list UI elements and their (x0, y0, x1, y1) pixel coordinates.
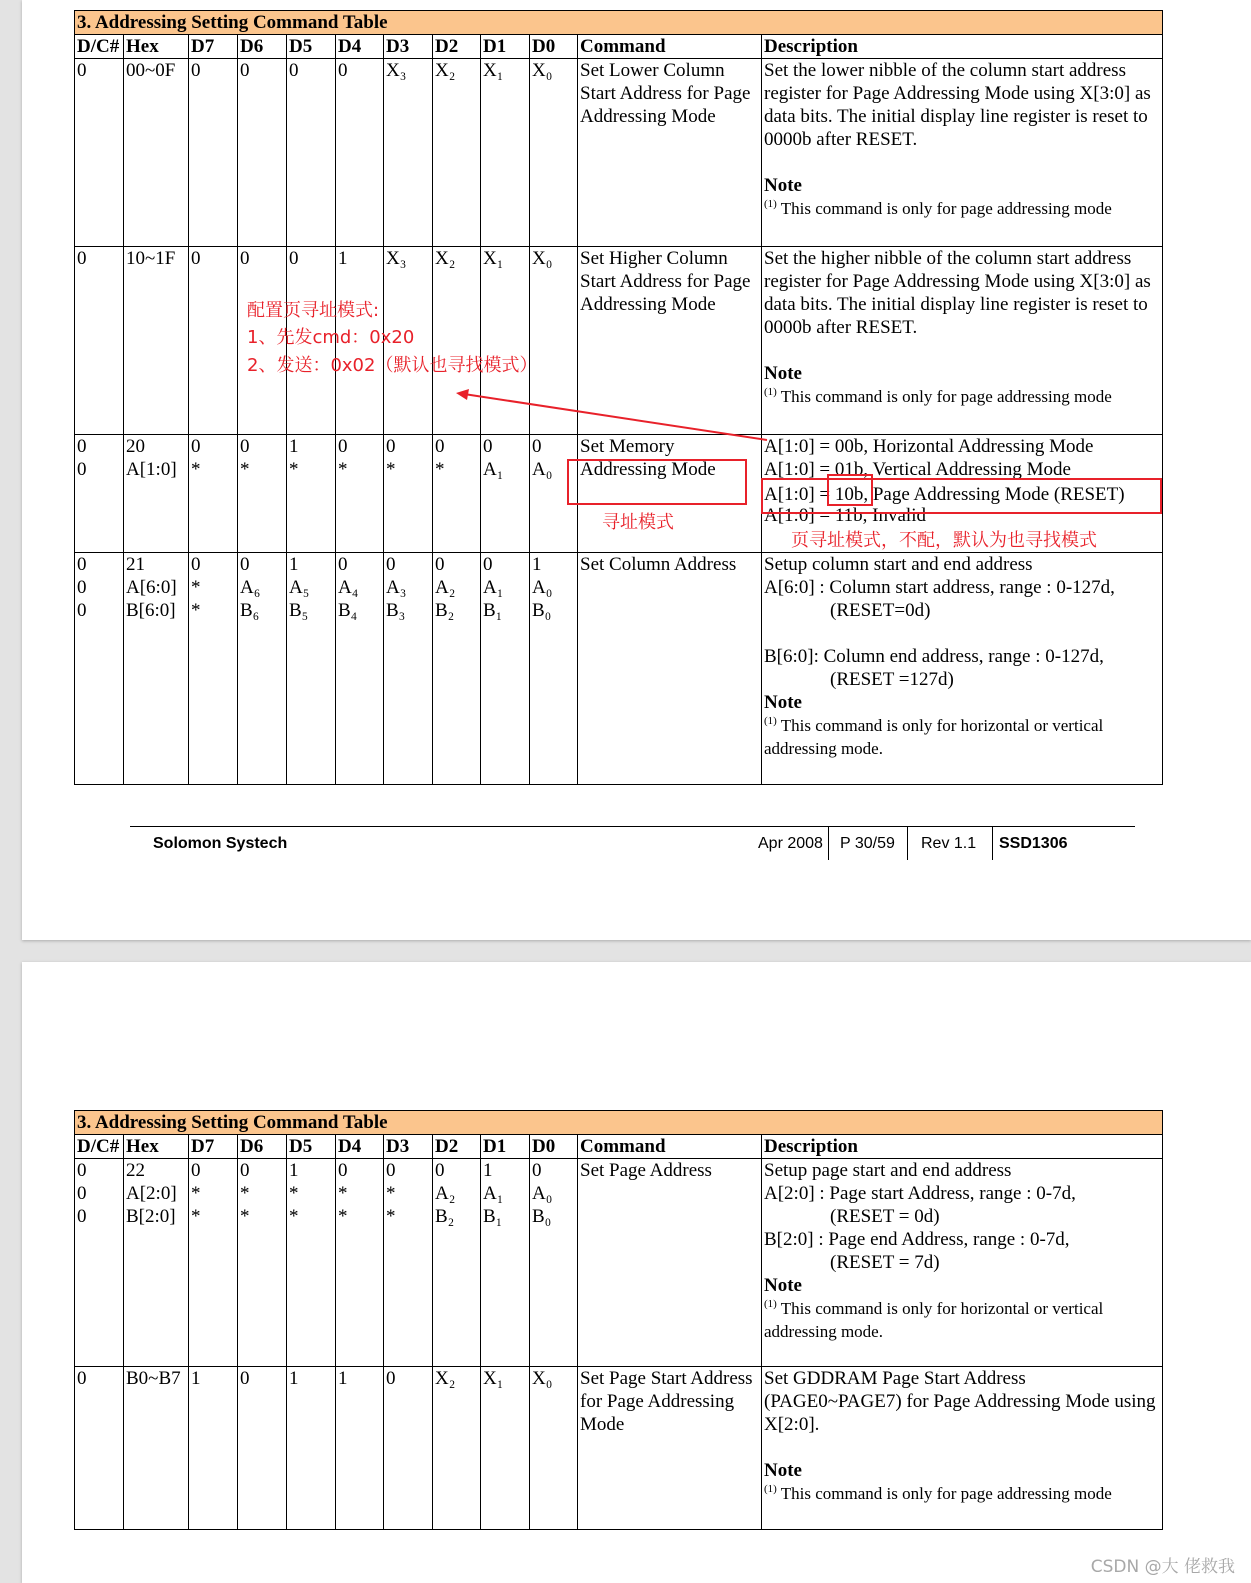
command-cell: Set Lower Column Start Address for Page Addressing Mode (578, 59, 762, 247)
description-line: Setup page start and end address (764, 1160, 1012, 1181)
table-row (75, 1367, 1163, 1530)
description-line: A[6:0] : Column start address, range : 0-127d, (764, 577, 1115, 598)
bit-cell: 1 (336, 247, 384, 435)
note-label: Note (764, 692, 802, 713)
footer-model: SSD1306 (999, 835, 1068, 852)
bit-cell: 0 * (238, 435, 287, 553)
bit-cell: 0 (189, 59, 238, 247)
csdn-watermark: CSDN @大 佬救我 (1090, 1557, 1235, 1577)
bit-cell: 1 (189, 1367, 238, 1530)
bit-cell: X₂ (433, 247, 481, 435)
description-line: A[1:0] = 10b, Page Addressing Mode (RESET) (764, 484, 1125, 505)
description-cell (762, 59, 1163, 247)
hex-cell: 00~0F (124, 59, 189, 247)
dc-value: 0 (77, 436, 87, 457)
description-cell (762, 247, 1163, 435)
bit-cell: 0 A₂ B₂ (433, 1159, 481, 1367)
page-footer (130, 826, 1135, 861)
col-header: D6 (238, 1135, 287, 1159)
annotation-arrow-icon (452, 385, 772, 445)
hex-value: A[1:0] (126, 459, 177, 480)
bit-cell: 0 A₀ (530, 435, 578, 553)
description-line: (RESET =127d) (830, 669, 954, 690)
bit-cell: 0 * * (189, 553, 238, 785)
note-text (764, 1297, 1162, 1343)
description-cell (762, 1159, 1163, 1367)
pdf-page-2 (22, 962, 1251, 1583)
description-text: Set the higher nibble of the column start address register for Page Addressing Mode using X[3:0] as data bits. The initial display line register is reset to 0000b after RESET. (764, 248, 1151, 338)
col-header: Description (762, 35, 1163, 59)
bit-cell: 0 (384, 1367, 433, 1530)
hex-cell: 22 A[2:0] B[2:0] (124, 1159, 189, 1367)
description-line: B[2:0] : Page end Address, range : 0-7d, (764, 1229, 1070, 1250)
col-header: D/C# (75, 35, 124, 59)
bit-cell: 0 * * (336, 1159, 384, 1367)
note-label: Note (764, 363, 802, 384)
col-header: Hex (124, 1135, 189, 1159)
col-header: D2 (433, 1135, 481, 1159)
col-header: D1 (481, 35, 530, 59)
note-text (764, 197, 1162, 220)
command-cell: Set Column Address (578, 553, 762, 785)
bit-cell: 0 * (384, 435, 433, 553)
col-header: D5 (287, 1135, 336, 1159)
col-header: D7 (189, 35, 238, 59)
hex-value: 20 (126, 436, 145, 457)
bit-cell: X₀ (530, 59, 578, 247)
footer-page: P 30/59 (840, 835, 895, 852)
description-line: (RESET = 0d) (830, 1206, 940, 1227)
description-line: (RESET=0d) (830, 600, 931, 621)
dc-value: 0 (77, 459, 87, 480)
header-row (75, 1135, 1163, 1159)
bit-cell: 1 (336, 1367, 384, 1530)
description-text: Set the lower nibble of the column start address register for Page Addressing Mode using X[3:0] as data bits. The initial display line register is reset to 0000b after RESET. (764, 60, 1151, 150)
description-cell (762, 553, 1163, 785)
bit-cell: X₁ (481, 247, 530, 435)
note-label: Note (764, 175, 802, 196)
command-cell: Set Memory Addressing Mode (578, 435, 762, 553)
description-line: A[1:0] = 00b, Horizontal Addressing Mode (764, 436, 1094, 457)
bit-cell: X₁ (481, 1367, 530, 1530)
col-header: D0 (530, 1135, 578, 1159)
highlight-box-value (827, 474, 873, 506)
command-cell: Set Page Address (578, 1159, 762, 1367)
bit-cell: 0 A₁ B₁ (481, 553, 530, 785)
footnote-marker: (1) (764, 715, 777, 727)
hex-cell: B0~B7 (124, 1367, 189, 1530)
footer-company: Solomon Systech (153, 835, 288, 852)
col-header: Hex (124, 35, 189, 59)
annotation-page-mode-note: 页寻址模式，不配，默认为也寻找模式 (789, 526, 1099, 552)
bit-cell: 1 A₅ B₅ (287, 553, 336, 785)
bit-cell: 0 (238, 59, 287, 247)
bit-cell: 0 (238, 1367, 287, 1530)
table-title: 3. Addressing Setting Command Table (75, 11, 1163, 35)
bit-cell: 0 A₂ B₂ (433, 553, 481, 785)
col-header: D3 (384, 1135, 433, 1159)
bit-cell: 0 A₄ B₄ (336, 553, 384, 785)
bit-cell: 0 * * (238, 1159, 287, 1367)
footnote-marker: (1) (764, 386, 777, 398)
col-header: D/C# (75, 1135, 124, 1159)
bit-cell: X₂ (433, 59, 481, 247)
description-line: (RESET = 7d) (830, 1252, 940, 1273)
footnote-marker: (1) (764, 198, 777, 210)
col-header: D3 (384, 35, 433, 59)
col-header: D5 (287, 35, 336, 59)
bit-cell: 1 (287, 1367, 336, 1530)
col-header: D1 (481, 1135, 530, 1159)
bit-cell: 1 A₀ B₀ (530, 553, 578, 785)
note-text (764, 714, 1162, 760)
description-cell (762, 1367, 1163, 1530)
description-line: A[1:0] = 11b, Invalid (764, 505, 926, 526)
hex-cell: 21 A[6:0] B[6:0] (124, 553, 189, 785)
description-line: A[1:0] = 01b, Vertical Addressing Mode (764, 459, 1071, 480)
bit-cell: 0 (287, 247, 336, 435)
col-header: D4 (336, 35, 384, 59)
footnote-marker: (1) (764, 1298, 777, 1310)
bit-cell: 0 A₀ B₀ (530, 1159, 578, 1367)
note-label: Note (764, 1275, 802, 1296)
dc-cell (75, 435, 124, 553)
bit-cell: 0 A₁ (481, 435, 530, 553)
bit-cell: X₀ (530, 247, 578, 435)
highlight-box-command (567, 459, 747, 505)
bit-cell: 1 * (287, 435, 336, 553)
hex-cell (124, 435, 189, 553)
pdf-page-1 (22, 0, 1251, 940)
bit-cell: 0 (238, 247, 287, 435)
bit-cell: X₀ (530, 1367, 578, 1530)
col-header: Description (762, 1135, 1163, 1159)
footnote-marker: (1) (764, 1483, 777, 1495)
col-header: Command (578, 1135, 762, 1159)
note-body: This command is only for horizontal or vertical addressing mode. (764, 716, 1104, 758)
col-header: Command (578, 35, 762, 59)
table-row (75, 553, 1163, 785)
annotation-step2: 2、发送：0x02（默认也寻找模式） (247, 355, 538, 376)
col-header: D2 (433, 35, 481, 59)
annotation-config-title: 配置页寻址模式: (247, 300, 380, 321)
dc-cell: 0 (75, 247, 124, 435)
note-body: This command is only for horizontal or vertical addressing mode. (764, 1299, 1104, 1341)
bit-cell: 0 (287, 59, 336, 247)
footer-date: Apr 2008 (758, 835, 823, 852)
dc-cell: 0 0 0 (75, 553, 124, 785)
description-line: Setup column start and end address (764, 554, 1033, 575)
description-line: A[2:0] : Page start Address, range : 0-7d, (764, 1183, 1076, 1204)
dc-cell: 0 (75, 1367, 124, 1530)
table-title: 3. Addressing Setting Command Table (75, 1111, 1163, 1135)
bit-cell: 0 (336, 59, 384, 247)
bit-cell: 0 A₆ B₆ (238, 553, 287, 785)
bit-cell: 0 * * (189, 1159, 238, 1367)
annotation-addr-mode: 寻址模式 (602, 512, 674, 533)
annotation-step1: 1、先发cmd：0x20 (247, 327, 415, 348)
bit-cell: 0 * (433, 435, 481, 553)
command-table-2 (74, 1110, 1163, 1530)
col-header: D0 (530, 35, 578, 59)
bit-cell: 1 * * (287, 1159, 336, 1367)
description-text: Set GDDRAM Page Start Address (PAGE0~PAGE7) for Page Addressing Mode using X[2:0]. (764, 1368, 1156, 1435)
note-body: This command is only for page addressing mode (780, 199, 1112, 218)
bit-cell: 0 * (189, 435, 238, 553)
bit-cell: X₂ (433, 1367, 481, 1530)
col-header: D7 (189, 1135, 238, 1159)
note-label: Note (764, 1460, 802, 1481)
bit-cell: X₃ (384, 59, 433, 247)
description-line: B[6:0]: Column end address, range : 0-127d, (764, 646, 1104, 667)
col-header: D4 (336, 1135, 384, 1159)
col-header: D6 (238, 35, 287, 59)
bit-cell: X₁ (481, 59, 530, 247)
command-cell: Set Higher Column Start Address for Page Addressing Mode (578, 247, 762, 435)
table-row (75, 1159, 1163, 1367)
command-cell: Set Page Start Address for Page Addressing Mode (578, 1367, 762, 1530)
note-text (764, 385, 1162, 408)
note-body: This command is only for page addressing mode (780, 387, 1112, 406)
hex-cell: 10~1F (124, 247, 189, 435)
dc-cell: 0 (75, 59, 124, 247)
footer-rev: Rev 1.1 (921, 835, 977, 852)
bit-cell: X₃ (384, 247, 433, 435)
header-row (75, 35, 1163, 59)
dc-cell: 0 0 0 (75, 1159, 124, 1367)
note-text (764, 1482, 1162, 1505)
bit-cell: 0 (189, 247, 238, 435)
note-body: This command is only for page addressing mode (780, 1484, 1112, 1503)
bit-cell: 1 A₁ B₁ (481, 1159, 530, 1367)
bit-cell: 0 * * (384, 1159, 433, 1367)
table-row (75, 59, 1163, 247)
bit-cell: 0 A₃ B₃ (384, 553, 433, 785)
highlight-box-page-mode (761, 478, 1162, 514)
bit-cell: 0 * (336, 435, 384, 553)
